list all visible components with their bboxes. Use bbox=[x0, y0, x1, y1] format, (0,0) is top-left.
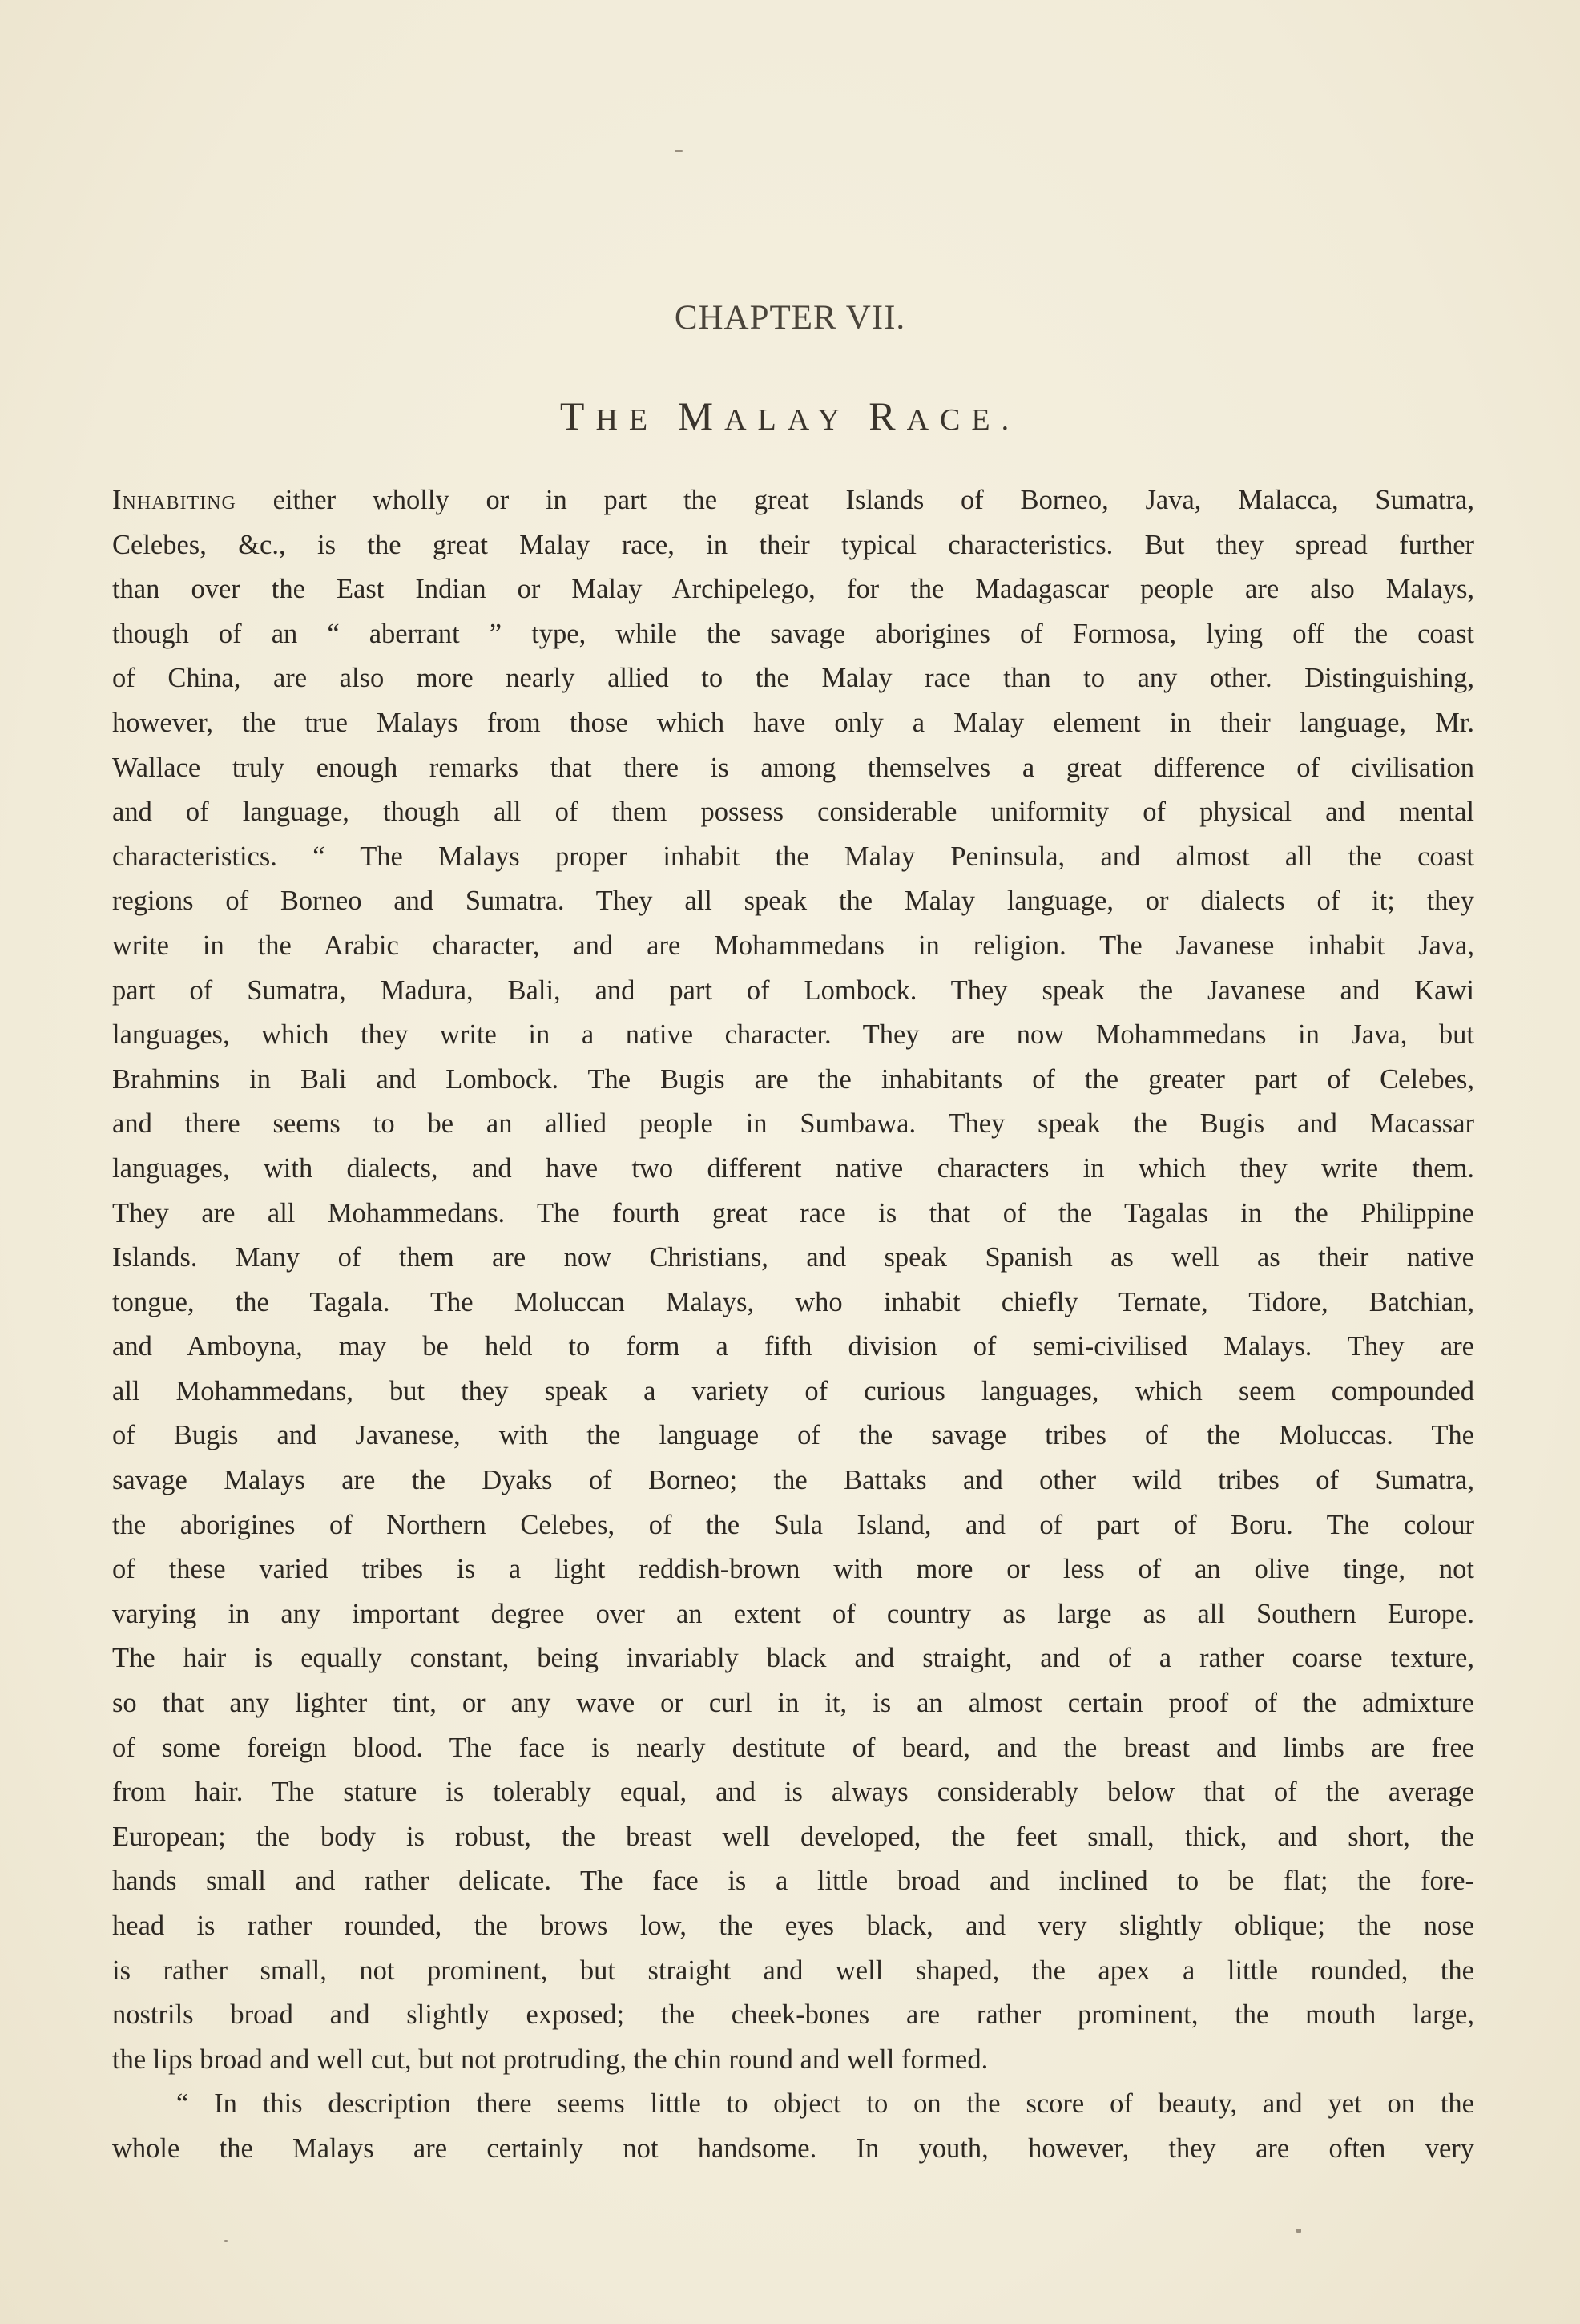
text-line: European; the body is robust, the breast well developed, the feet small, thick, and short, the bbox=[112, 1821, 1474, 1852]
text-line: Brahmins in Bali and Lombock. The Bugis are the inhabitants of the greater part of Celebes, bbox=[112, 1063, 1474, 1095]
body-text bbox=[112, 478, 1474, 2172]
text-line: though of an “ aberrant ” type, while the savage aborigines of Formosa, lying off the coast bbox=[112, 618, 1474, 649]
text-line: the aborigines of Northern Celebes, of the Sula Island, and of part of Boru. The colour bbox=[112, 1509, 1474, 1540]
text-line: so that any lighter tint, or any wave or curl in it, is an almost certain proof of the admixture bbox=[112, 1688, 1474, 1719]
text-line: than over the East Indian or Malay Archipelego, for the Madagascar people are also Malays, bbox=[112, 574, 1474, 605]
text-line: Wallace truly enough remarks that there is among themselves a great difference of civilisation bbox=[112, 752, 1474, 783]
print-speck bbox=[1296, 2229, 1301, 2233]
text-line: hands small and rather delicate. The face is a little broad and inclined to be flat; the fore- bbox=[112, 1866, 1474, 1897]
text-line: regions of Borneo and Sumatra. They all speak the Malay language, or dialects of it; they bbox=[112, 886, 1474, 917]
text-line: of China, are also more nearly allied to the Malay race than to any other. Distinguishing, bbox=[112, 663, 1474, 694]
text-line: languages, with dialects, and have two different native characters in which they write them. bbox=[112, 1152, 1474, 1184]
chapter-heading: CHAPTER VII. bbox=[674, 299, 906, 337]
print-speck bbox=[675, 150, 683, 152]
text-line: however, the true Malays from those which have only a Malay element in their language, Mr. bbox=[112, 707, 1474, 738]
text-line: varying in any important degree over an extent of country as large as all Southern Europe. bbox=[112, 1598, 1474, 1629]
text-line: of Bugis and Javanese, with the language of the savage tribes of the Moluccas. The bbox=[112, 1420, 1474, 1451]
text-line: languages, which they write in a native character. They are now Mohammedans in Java, but bbox=[112, 1019, 1474, 1051]
text-line: They are all Mohammedans. The fourth great race is that of the Tagalas in the Philippine bbox=[112, 1197, 1474, 1229]
text-line: head is rather rounded, the brows low, the eyes black, and very slightly oblique; the nose bbox=[112, 1910, 1474, 1941]
text-line: all Mohammedans, but they speak a variety of curious languages, which seem compounded bbox=[112, 1375, 1474, 1406]
text-line: the lips broad and well cut, but not protruding, the chin round and well formed. bbox=[112, 2044, 989, 2075]
text-line: of these varied tribes is a light reddish-brown with more or less of an olive tinge, not bbox=[112, 1554, 1474, 1585]
text-line: “ In this description there seems little to object to on the score of beauty, and yet on the bbox=[176, 2088, 1474, 2120]
print-speck bbox=[224, 2240, 228, 2242]
text-line: and of language, though all of them possess considerable uniformity of physical and mental bbox=[112, 797, 1474, 828]
text-line: whole the Malays are certainly not handsome. In youth, however, they are often very bbox=[112, 2132, 1474, 2164]
text-line: and there seems to be an allied people in Sumbawa. They speak the Bugis and Macassar bbox=[112, 1108, 1474, 1140]
text-line: is rather small, not prominent, but straight and well shaped, the apex a little rounded, the bbox=[112, 1955, 1474, 1986]
section-title: THE MALAY RACE. bbox=[559, 393, 1021, 438]
text-line: savage Malays are the Dyaks of Borneo; the Battaks and other wild tribes of Sumatra, bbox=[112, 1465, 1474, 1496]
text-line: characteristics. “ The Malays proper inhabit the Malay Peninsula, and almost all the coast bbox=[112, 841, 1474, 872]
text-line: of some foreign blood. The face is nearly destitute of beard, and the breast and limbs are free bbox=[112, 1732, 1474, 1763]
text-line: The hair is equally constant, being invariably black and straight, and of a rather coarse texture, bbox=[112, 1643, 1474, 1674]
text-line: Inhabiting either wholly or in part the great Islands of Borneo, Java, Malacca, Sumatra, bbox=[112, 485, 1474, 515]
text-line: and Amboyna, may be held to form a fifth division of semi-civilised Malays. They are bbox=[112, 1331, 1474, 1362]
text-line: part of Sumatra, Madura, Bali, and part of Lombock. They speak the Javanese and Kawi bbox=[112, 974, 1474, 1006]
text-line: nostrils broad and slightly exposed; the cheek-bones are rather prominent, the mouth large, bbox=[112, 1999, 1474, 2031]
text-line: Celebes, &c., is the great Malay race, in their typical characteristics. But they spread further bbox=[112, 529, 1474, 560]
text-line: write in the Arabic character, and are Mohammedans in religion. The Javanese inhabit Java, bbox=[112, 930, 1474, 961]
text-line: from hair. The stature is tolerably equal, and is always considerably below that of the average bbox=[112, 1777, 1474, 1808]
text-line: tongue, the Tagala. The Moluccan Malays, who inhabit chiefly Ternate, Tidore, Batchian, bbox=[112, 1286, 1474, 1317]
text-line: Islands. Many of them are now Christians, and speak Spanish as well as their native bbox=[112, 1242, 1474, 1273]
